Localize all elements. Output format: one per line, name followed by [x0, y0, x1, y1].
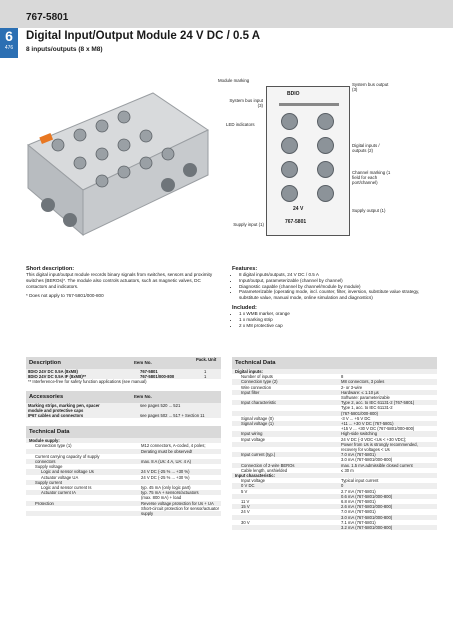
- technical-left-header: [26, 426, 221, 438]
- row-value: M12 connectors, A-coded, 4 poles;: [141, 443, 206, 449]
- cell: see pages 502 ... 517 + Section 11: [140, 413, 205, 419]
- row-value: max. 1.5 mA admissible closed current: [341, 462, 413, 468]
- label-module-marking: Module marking: [218, 78, 250, 83]
- description-header: [26, 357, 221, 369]
- led-strip: [279, 103, 339, 106]
- row-label: Signal voltage (0): [241, 415, 274, 421]
- cell: 767-5801/000-800: [140, 374, 175, 380]
- row-value: ≤ 30 m: [341, 467, 354, 473]
- row-value: Software: parameterizable: [341, 395, 390, 401]
- row-label: Logic and sensor voltage Us: [41, 469, 94, 475]
- io-port-3: [281, 137, 298, 154]
- row-label: Connection type (1): [35, 443, 72, 449]
- short-description: [26, 266, 221, 299]
- technical-right-heading: Technical Data: [235, 360, 276, 366]
- description-col-pack: Pack. Unit: [196, 357, 217, 362]
- cell: 8DIO 24V DC 0.5A IF (8xM8)**: [28, 374, 87, 380]
- label-system-bus-input: System bus input (3): [229, 98, 263, 108]
- accessories-col-item: Item No.: [134, 393, 152, 399]
- row-value: 3.2 mA (767-5801/000-800): [341, 525, 393, 531]
- row-label: Input characteristic:: [235, 473, 276, 479]
- page-subtitle: 8 inputs/outputs (8 x M8): [26, 46, 103, 53]
- row-value: typ. 75 mA + sensors/actuators: [141, 490, 199, 496]
- row-value: typ. 45 mA (only logic part): [141, 485, 191, 491]
- table-row: [232, 525, 437, 530]
- technical-right-header: [232, 357, 437, 369]
- row-label: 5 V: [241, 488, 248, 494]
- row-value: Power from Us is strongly recommended,: [341, 441, 418, 447]
- row-label: Input current (typ.): [241, 452, 276, 458]
- page-title: Digital Input/Output Module 24 V DC / 0.5 A: [26, 30, 261, 42]
- label-channel-marking: Channel marking (1 field for each port/channel): [352, 170, 391, 185]
- features: [232, 266, 432, 328]
- row-value: (767-5801/000-800): [341, 410, 379, 416]
- included-item: • 1 x WMB marker, orange: [239, 311, 432, 317]
- cell: Marking strips, marking pen, spacer: [28, 402, 100, 408]
- row-label: Logic and sensor current Is: [41, 485, 92, 491]
- row-label: Input voltage: [241, 436, 265, 442]
- row-label: Connection of 2-wire BEROs: [241, 462, 295, 468]
- row-value: 2- or 3-wire: [341, 384, 363, 390]
- accessories-table: [26, 403, 221, 419]
- row-label: Actuator voltage UA: [41, 474, 79, 480]
- row-label: [232, 525, 339, 530]
- chapter-number: 6: [5, 28, 13, 44]
- row-label: 0 V DC: [241, 483, 255, 489]
- technical-left-table: [26, 438, 221, 516]
- included-heading: Included:: [232, 304, 257, 311]
- table-row: [26, 379, 221, 384]
- diagram-brand: BDIO: [287, 91, 300, 97]
- row-value: 24 V DC (-25 % ... +30 %): [141, 469, 190, 475]
- row-label: 30 V: [241, 519, 250, 525]
- page-number: 767-5801: [26, 12, 69, 23]
- row-value: +11 ... +30 V DC (767-5801): [341, 421, 394, 427]
- label-supply-input: Supply input (1): [233, 222, 264, 227]
- row-value: 0.6 mA (767-5801/000-800): [341, 493, 393, 499]
- cell: 8DIO 24V DC 0.5A (8xM8): [28, 369, 78, 374]
- io-port-5: [281, 161, 298, 178]
- row-value: max. 8 A (Us: 4 A, UA: 4 A): [141, 459, 192, 465]
- feature-item: • Input/output, parameterizable (channel by channel): [239, 278, 432, 284]
- label-supply-output: Supply output (1): [352, 208, 386, 213]
- row-label: Digital inputs:: [235, 369, 263, 374]
- diagram-module-text: 767-5801: [285, 219, 307, 225]
- module-photo: [18, 85, 213, 245]
- row-value: recovery for voltages < Us: [341, 447, 390, 453]
- features-heading: Features:: [232, 266, 258, 272]
- row-value: M8 connectors, 3 poles: [341, 379, 385, 385]
- row-value: Typical input current: [341, 478, 379, 484]
- row-value: Type 1, acc. to IEC 61131-2: [341, 405, 393, 411]
- row-value: High-side switching: [341, 431, 378, 437]
- io-port-6: [317, 161, 334, 178]
- row-value: 6.8 mA (767-5801): [341, 499, 376, 505]
- io-port-1: [281, 113, 298, 130]
- feature-item: • 8 digital inputs/outputs, 24 V DC / 0.5 A: [239, 272, 432, 278]
- cell: IP67 cables and connectors: [28, 413, 84, 419]
- row-label: 11 V: [241, 499, 250, 505]
- short-description-text: This digital input/output module records binary signals from switches, sensors and proximity switches (BEROs)*. The module also controls actuators, such as magnetic valves, DC contactors and indicators.: [26, 272, 213, 289]
- feature-item: • Diagnostic capable (channel by channel/module by module): [239, 284, 432, 290]
- feature-item: • Parameterizable (operating mode, incl. counter, filter, inversion, substitute value strategy, substitute value, manual mode, online simulation and diagnostics): [239, 289, 432, 301]
- row-label: Protection: [35, 500, 54, 506]
- row-value: (max. 800 mA) + load: [141, 495, 182, 501]
- row-label: Connection type (2): [241, 379, 278, 385]
- table-row: [26, 413, 221, 418]
- technical-right-table: [232, 369, 437, 530]
- row-value: 2.7 mA (767-5801): [341, 488, 376, 494]
- description-col-description: Description: [29, 360, 61, 366]
- left-column: [26, 357, 221, 516]
- table-row: [26, 511, 221, 516]
- module-diagram: [266, 86, 350, 236]
- io-port-8: [317, 185, 334, 202]
- included-item: • 2 x M8 protective cap: [239, 323, 432, 329]
- diagram-voltage: 24 V: [293, 206, 304, 212]
- cell: 767-5801: [140, 369, 158, 374]
- row-value: Type 2, acc. to IEC 61131-2 (767-5801): [341, 400, 415, 406]
- io-port-2: [317, 113, 334, 130]
- row-label: [26, 511, 139, 516]
- accessories-col-name: Accessories: [29, 393, 64, 400]
- label-system-bus-output: System bus output (3): [352, 82, 389, 92]
- row-label: 24 V: [241, 509, 250, 515]
- row-label: Input voltage: [241, 478, 265, 484]
- cell: 1: [204, 374, 207, 380]
- row-value: 7.1 mA (767-5801): [341, 519, 376, 525]
- row-label: Cable length, unshielded: [241, 467, 288, 473]
- row-value: 2.6 mA (767-5801/000-800): [341, 504, 393, 510]
- row-value: 3.0 mA (767-5801/000-800): [341, 514, 393, 520]
- row-label: Wire connection: [241, 384, 272, 390]
- row-value: supply: [141, 511, 154, 517]
- description-note: ** Interference-free for safety function applications (see manual): [28, 379, 147, 385]
- included-item: • 1 x marking strip: [239, 317, 432, 323]
- row-value: 7.0 mA (767-5801): [341, 452, 376, 458]
- row-label: Supply voltage: [35, 464, 63, 470]
- row-label: Input characteristic: [241, 400, 277, 406]
- row-value: 7.0 mA (767-5801): [341, 509, 376, 515]
- row-value: 24 V DC (-25 % ... +30 %): [141, 474, 190, 480]
- chapter-page: 476: [4, 45, 14, 51]
- short-description-heading: Short description:: [26, 266, 75, 272]
- row-value: Hardware: ≤ 1.10 µs: [341, 389, 379, 395]
- io-port-7: [281, 185, 298, 202]
- description-table: [26, 369, 221, 385]
- row-value: Short-circuit protection for sensor/actuator: [141, 505, 219, 511]
- row-label: 15 V: [241, 504, 250, 510]
- technical-left-heading: Technical Data: [29, 429, 70, 436]
- label-led-indicators: LED indicators: [226, 122, 255, 127]
- accessories-header: [26, 391, 221, 403]
- row-label: Current carrying capacity of supply: [35, 453, 100, 459]
- chapter-tab[interactable]: [0, 28, 18, 58]
- right-column: [232, 357, 437, 530]
- description-col-item: Item No.: [134, 360, 152, 365]
- row-label: Actuator current IA: [41, 490, 76, 496]
- io-port-4: [317, 137, 334, 154]
- row-value: 24 V DC (-3 VDC <Us < +30 VDC);: [341, 436, 407, 442]
- row-label: Signal voltage (1): [241, 421, 274, 427]
- row-label: Module supply:: [29, 438, 60, 444]
- cell: see pages 520 ... 521: [140, 402, 181, 408]
- row-value: Reverse voltage protection for Us + UA: [141, 500, 214, 506]
- row-label: Number of inputs: [241, 374, 273, 380]
- row-value: Derating must be observed!: [141, 448, 193, 454]
- row-value: 3.0 mA (767-5801/000-800): [341, 457, 393, 463]
- label-digital-io: Digital inputs / outputs (2): [352, 143, 380, 153]
- row-value: +15 V ... +30 V DC (767-5801/000-800): [341, 426, 415, 432]
- row-label: Input filter: [241, 389, 260, 395]
- cell: module and protective caps: [28, 407, 84, 413]
- cell: 1: [204, 369, 207, 374]
- row-value: 8: [341, 374, 344, 380]
- row-label: Supply current: [35, 479, 62, 485]
- row-label: Input wiring: [241, 431, 263, 437]
- row-label: connectors: [35, 459, 56, 465]
- short-description-note: * Does not apply to 767-5801/000-800: [26, 293, 104, 299]
- row-value: -3 V ... +5 V DC: [341, 415, 371, 421]
- row-value: 0: [341, 483, 344, 489]
